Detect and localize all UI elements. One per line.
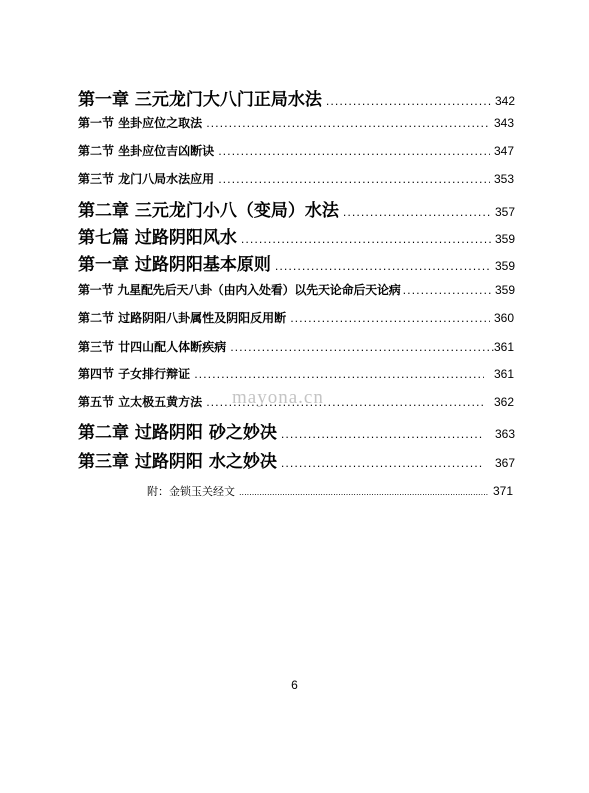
page-number: 6 bbox=[291, 678, 298, 692]
toc-entry-page: 359 bbox=[494, 283, 515, 297]
dot-leader bbox=[206, 117, 490, 130]
dot-leader bbox=[239, 488, 489, 497]
toc-entry bbox=[78, 338, 514, 355]
toc-entry-page: 371 bbox=[492, 484, 513, 498]
toc-entry-title: 第三章 过路阴阳 水之妙决 bbox=[78, 452, 277, 472]
toc-entry bbox=[78, 250, 515, 275]
dot-leader bbox=[290, 312, 490, 325]
toc-entry-title: 第五节 立太极五黄方法 bbox=[78, 395, 203, 409]
toc-entry bbox=[78, 309, 514, 326]
toc-entry bbox=[78, 447, 515, 472]
toc-entry-title: 第一节 九星配先后天八卦（由内入处看）以先天论命后天论病 bbox=[78, 283, 401, 297]
dot-leader bbox=[194, 368, 484, 381]
toc-entry-title: 第一章 三元龙门大八门正局水法 bbox=[78, 90, 322, 110]
toc-entry bbox=[78, 365, 514, 382]
toc-entry-title: 第二节 过路阴阳八卦属性及阴阳反用断 bbox=[78, 311, 287, 325]
toc-entry-title: 第二章 过路阴阳 砂之妙决 bbox=[78, 423, 277, 443]
toc-entry-page: 367 bbox=[494, 456, 515, 470]
dot-leader bbox=[230, 341, 494, 354]
toc-entry-page: 360 bbox=[493, 311, 514, 325]
dot-leader bbox=[218, 173, 490, 186]
toc-entry-page: 342 bbox=[494, 94, 515, 108]
toc-entry bbox=[78, 85, 515, 110]
toc-entry-page: 343 bbox=[493, 116, 514, 130]
toc-entry-page: 362 bbox=[493, 395, 514, 409]
toc-entry-page: 357 bbox=[494, 205, 515, 219]
dot-leader bbox=[241, 233, 491, 246]
toc-entry bbox=[78, 281, 515, 298]
toc-entry-title: 第一节 坐卦应位之取法 bbox=[78, 116, 203, 130]
dot-leader bbox=[281, 428, 483, 441]
toc-entry bbox=[78, 223, 515, 248]
watermark: mayona.cn bbox=[232, 387, 324, 408]
toc-entry-title: 第四节 子女排行辩证 bbox=[78, 367, 191, 381]
toc-entry-page: 359 bbox=[494, 259, 515, 273]
toc-entry-title: 第三节 廿四山配人体断疾病 bbox=[78, 340, 227, 354]
toc-entry-page: 359 bbox=[494, 232, 515, 246]
toc-entry-title: 第三节 龙门八局水法应用 bbox=[78, 172, 215, 186]
toc-entry-page: 361 bbox=[493, 340, 514, 354]
toc-entry-title: 附：金锁玉关经文 bbox=[147, 485, 235, 498]
toc-entry-page: 353 bbox=[493, 172, 514, 186]
toc-entry bbox=[78, 170, 514, 187]
dot-leader bbox=[218, 145, 490, 158]
toc-entry-title: 第一章 过路阴阳基本原则 bbox=[78, 255, 271, 275]
dot-leader bbox=[281, 457, 483, 470]
dot-leader bbox=[326, 95, 491, 108]
toc-entry-title: 第七篇 过路阴阳风水 bbox=[78, 228, 237, 248]
toc-entry-page: 363 bbox=[494, 427, 515, 441]
toc-entry bbox=[78, 114, 514, 131]
toc-entry bbox=[78, 196, 515, 221]
dot-leader bbox=[275, 260, 491, 273]
toc-entry-page: 347 bbox=[493, 144, 514, 158]
toc-entry-page: 361 bbox=[493, 367, 514, 381]
toc-entry bbox=[147, 483, 513, 499]
dot-leader bbox=[343, 206, 491, 219]
toc-entry bbox=[78, 418, 515, 443]
toc-entry-title: 第二节 坐卦应位吉凶断诀 bbox=[78, 144, 215, 158]
dot-leader bbox=[403, 284, 493, 297]
toc-entry bbox=[78, 142, 514, 159]
toc-entry-title: 第二章 三元龙门小八（变局）水法 bbox=[78, 201, 339, 221]
